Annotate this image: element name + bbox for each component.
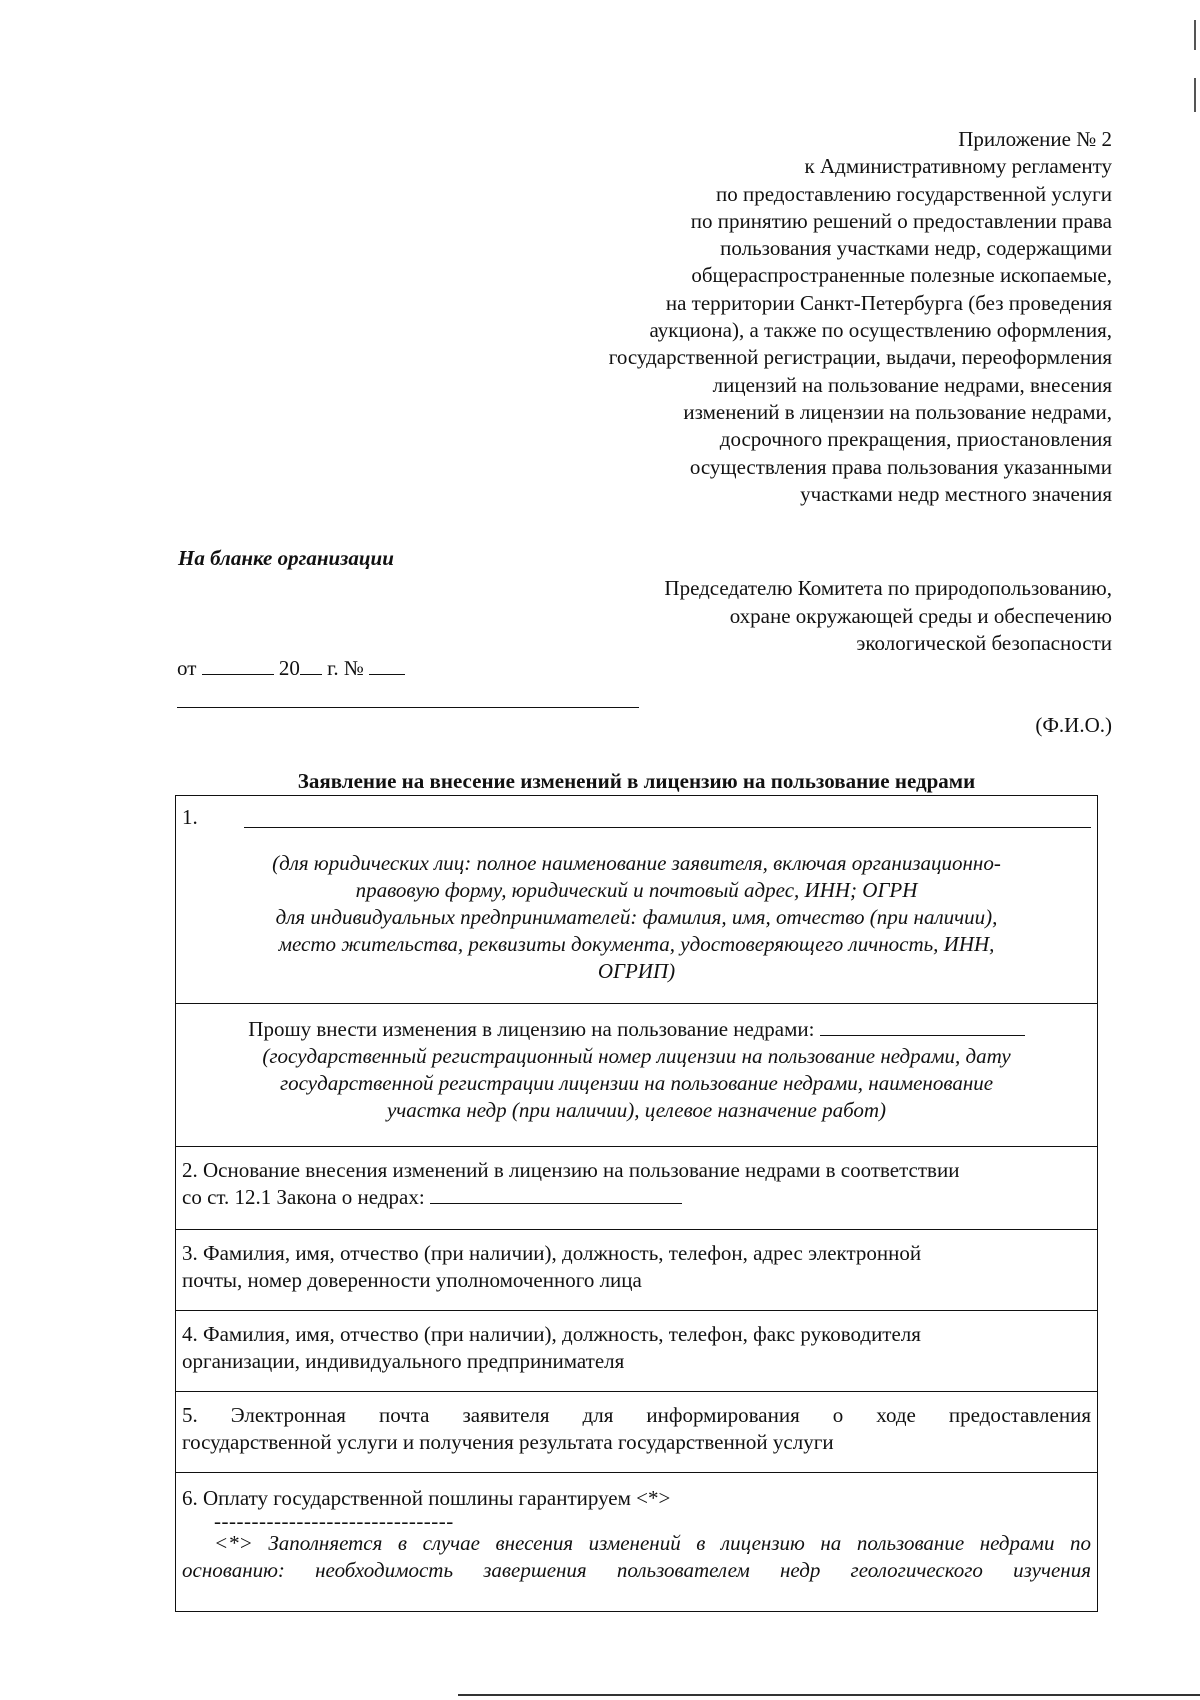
date-blank[interactable]	[202, 656, 274, 675]
appendix-line: Приложение № 2	[958, 127, 1112, 151]
appendix-line: по принятию решений о предоставлении права	[690, 208, 1112, 233]
appendix-line: досрочного прекращения, приостановления	[719, 427, 1112, 452]
item3-line-1: 3. Фамилия, имя, отчество (при наличии), должность, телефон, адрес электронной	[182, 1241, 922, 1265]
appendix-line: на территории Санкт-Петербурга (без проведения	[665, 290, 1112, 315]
appendix-line: государственной регистрации, выдачи, переоформления	[608, 345, 1112, 370]
year-prefix: 20	[278, 656, 300, 680]
number-blank[interactable]	[369, 656, 405, 675]
letterhead-label: На бланке организации	[178, 546, 394, 570]
basis-text: со ст. 12.1 Закона о недрах:	[182, 1185, 425, 1209]
footnote-line-2: основанию: необходимость завершения пользователем недр геологического изучения	[182, 1558, 1091, 1582]
applicant-name-field[interactable]	[244, 810, 1091, 828]
form-row-authorized-person	[176, 1230, 1098, 1311]
scan-edge-mark	[1194, 20, 1196, 50]
item-number: 1.	[182, 805, 198, 829]
request-hint	[182, 1043, 1091, 1124]
basis-line-1: 2. Основание внесения изменений в лицензию на пользование недрами в соответствии	[182, 1158, 960, 1182]
basis-line-2	[182, 1184, 1091, 1211]
addressee-block	[512, 575, 1112, 658]
appendix-header	[472, 126, 1112, 508]
item3-line-2: почты, номер доверенности уполномоченного лица	[182, 1268, 642, 1292]
fio-label: (Ф.И.О.)	[1035, 713, 1112, 737]
hint-line: (для юридических лиц: полное наименование заявителя, включая организационно-	[272, 851, 1001, 875]
basis-field[interactable]	[430, 1185, 682, 1204]
appendix-line: к Административному регламенту	[804, 154, 1112, 179]
appendix-line: по предоставлению государственной услуги	[716, 181, 1112, 206]
item5-line-2: государственной услуги и получения результата государственной услуги	[182, 1430, 834, 1454]
year-blank[interactable]	[300, 656, 322, 675]
addressee-line: экологической безопасности	[856, 631, 1112, 655]
form-row-basis	[176, 1147, 1098, 1230]
footnote-line-1: <*> Заполняется в случае внесения изменений в лицензию на пользование недрами по	[214, 1531, 1091, 1555]
form-row-fee	[176, 1473, 1098, 1612]
scan-bottom-edge	[458, 1694, 1200, 1696]
date-number-line	[177, 656, 405, 681]
appendix-line: осуществления права пользования указанными	[689, 454, 1112, 479]
hint-line: место жительства, реквизиты документа, удостоверяющего личность, ИНН,	[278, 932, 995, 956]
appendix-line: аукциона), а также по осуществлению оформления,	[649, 318, 1112, 343]
form-row-applicant	[176, 796, 1098, 1004]
hint-line: правовую форму, юридический и почтовый адрес, ИНН; ОГРН	[355, 878, 918, 902]
form-row-email	[176, 1392, 1098, 1473]
appendix-line: общераспространенные полезные ископаемые,	[691, 263, 1112, 288]
form-title: Заявление на внесение изменений в лицензию на пользование недрами	[297, 769, 976, 793]
item4-line-2: организации, индивидуального предпринимателя	[182, 1349, 625, 1373]
scan-edge-mark	[1194, 78, 1196, 112]
request-line	[182, 1016, 1091, 1043]
footnote-separator: --------------------------------	[214, 1509, 454, 1533]
hint-line: участка недр (при наличии), целевое назначение работ)	[386, 1098, 887, 1122]
applicant-hint	[182, 850, 1091, 985]
date-prefix: от	[177, 656, 197, 680]
license-number-field[interactable]	[820, 1017, 1025, 1036]
hint-line: государственной регистрации лицензии на пользование недрами, наименование	[279, 1071, 994, 1095]
appendix-line: лицензий на пользование недрами, внесения	[712, 372, 1112, 397]
hint-line: (государственный регистрационный номер лицензии на пользование недрами, дату	[262, 1044, 1011, 1068]
application-form-table	[175, 795, 1098, 1612]
addressee-line: охране окружающей среды и обеспечению	[729, 603, 1112, 628]
request-text: Прошу внести изменения в лицензию на пользование недрами:	[248, 1017, 815, 1041]
item5-line-1: 5. Электронная почта заявителя для информирования о ходе предоставления	[182, 1403, 1091, 1427]
appendix-line: пользования участками недр, содержащими	[720, 236, 1112, 261]
form-row-request	[176, 1004, 1098, 1147]
signature-line[interactable]	[177, 707, 639, 708]
appendix-line: участками недр местного значения	[800, 481, 1112, 506]
number-prefix: г. №	[327, 656, 364, 680]
hint-line: для индивидуальных предпринимателей: фамилия, имя, отчество (при наличии),	[275, 905, 998, 929]
addressee-line: Председателю Комитета по природопользованию,	[664, 576, 1112, 600]
item4-line-1: 4. Фамилия, имя, отчество (при наличии), должность, телефон, факс руководителя	[182, 1322, 921, 1346]
item6-text: 6. Оплату государственной пошлины гарантируем <*>	[182, 1486, 671, 1510]
hint-line: ОГРИП)	[597, 959, 676, 983]
form-row-head	[176, 1311, 1098, 1392]
appendix-line: изменений в лицензии на пользование недрами,	[683, 399, 1112, 424]
